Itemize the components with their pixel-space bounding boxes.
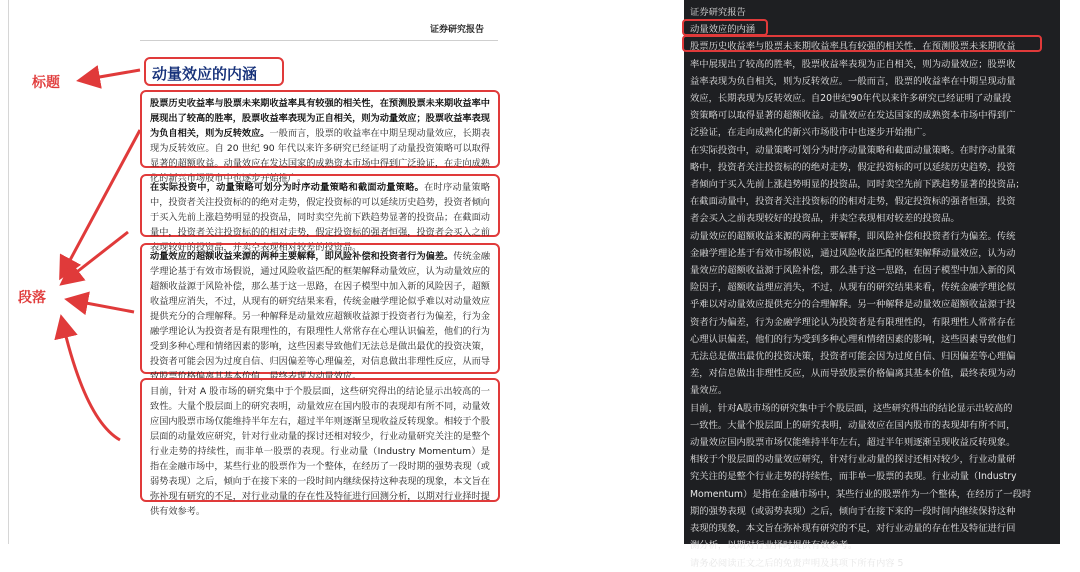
paragraph-box-3 [140,243,500,382]
arrow-to-paragraph-1 [62,130,140,275]
extracted-text-line: 乎难以对动量效应提供充分的合理解释。另一种解释是动量效应超额收益源于投 [690,299,1016,311]
extracted-text-line: 在实际投资中，动量策略可划分为时序动量策略和截面动量策略。在时序动量策 [690,144,1016,156]
paragraph-4-text: 目前，针对 A 股市场的研究集中于个股层面，这些研究得出的结论显示出较高的一致性。大量个股层面上的研究表明，动量效应在国内股市的表现却有所不同，动量效应国内股票市场仅能维持半年左右，超过半年则逐渐呈现收益反转现象。相较于个股层面的动量效应研究，针对行业动量的探讨还相对较少，行业动量研究关注的是整个行业走势的持续性，而非单一股票的表现。行业动量（Industry Momentum）是指在金融市场中，某些行业的股票作为一个整体，在经历了一段时期的强势表现（或弱势表现）之后，倾向于在接下来的一段时间内继续保持这种表现的现象，本文旨在弥补现有研究的不足，对行业动量的存在性及特征进行回测分析，以期对行业择时提供有效参考。 [150,386,490,517]
header-rule [140,40,498,41]
extracted-text-line: 究关注的是整个行业走势的持续性，而非单一股票的表现。行业动量（Industry [690,471,1017,483]
extracted-text-line: 险因子，超额收益理应消失，不过，从现有的研究结果来看，传统金融学理论似 [690,282,1016,294]
extracted-text-line: 金融学理论基于有效市场假说，通过风险收益匹配的框架解释动量效应，认为动 [690,247,1016,259]
extracted-text-panel [684,0,1060,569]
extracted-text-line: 动量效应国内股票市场仅能维持半年左右，超过半年则逐渐呈现收益反转现象。 [690,437,1016,449]
arrow-to-paragraph-3 [70,300,134,312]
title-annotation-label: 标题 [32,75,60,91]
extracted-text-line: 表现的现象，本文旨在弥补现有研究的不足，对行业动量的存在性及特征进行回 [690,523,1016,535]
extracted-text-line: 心理认识偏差，他们的行为受到多种心理和情绪因素的影响，这些因素导致他们 [690,333,1016,345]
title-highlight-box [144,57,284,86]
paragraph-annotation-label: 段落 [18,290,46,306]
extracted-text-line: 效应，长期表现为反转效应。自20世纪90年代以来许多研究已经证明了动量投 [690,93,1012,105]
extracted-text-line: 相较于个股层面的动量效应研究，针对行业动量的探讨还相对较少，行业动量研 [690,454,1016,466]
paragraph-box-4 [140,378,500,517]
extracted-text-line: 率中展现出了较高的胜率，股票收益率表现为正自相关，则为动量效应；股票收 [690,58,1016,70]
extracted-text-line: 资策略可以取得显著的超额收益。动量效应在发达国家的成熟资本市场中得到广 [690,110,1016,122]
paragraph-1-text: 一般而言，股票的收益率在中期呈现动量效应，长期表现为反转效应。自 20 世纪 90 年代以来许多研究已经证明了动量投资策略可以取得显著的超额收益。动量效应在发达国家的成熟资本市场中得到广泛验证，在走向成熟化的新兴市场股市中也逐步开始推广。 [150,128,491,184]
extracted-text-line: 者倾向于买入先前上涨趋势明显的投资品，同时卖空先前下跌趋势显著的投资品； [690,179,1025,191]
extracted-text-line: 略中，投资者关注投资标的的绝对走势，假定投资标的可以延续历史趋势，投资 [690,161,1016,173]
paragraph-box-1 [140,90,500,184]
extracted-text-line: 者会买入之前表现较好的投资品，并卖空表现相对较差的投资品。 [690,213,960,225]
paragraph-3-text: 传统金融学理论基于有效市场假说，通过风险收益匹配的框架解释动量效应，认为动量效应的超额收益源于风险补偿，那么基于这一思路，在因子模型中加入新的风险因子，超额收益理应消失，不过，从现有的研究结果来看，传统金融学理论似乎难以对动量效应提供充分的合理解释。另一种解释是动量效应超额收益源于投资者行为偏差，行为金融学理论认为投资者是有限理性的，有限理性人常常存在心理认识偏差，他们的行为受到多种心理和情绪因素的影响，这些因素导致他们无法总是做出最优的投资决策，投资者可能会因为过度自信、归因偏差等心理偏差，对信息做出非理性反应，从而导致股票价格偏离其基本价值，最终表现为动量效应。 [150,251,491,382]
extracted-text-line: 泛验证，在走向成熟化的新兴市场股市中也逐步开始推广。 [690,127,932,139]
arrow-to-paragraph-2 [64,232,128,282]
extracted-text-line: 请务必阅读正文之后的免责声明及其项下所有内容 5 [690,557,904,569]
extracted-text-line: 量效应。 [690,385,728,397]
extracted-text-line: 期的强势表现（或弱势表现）之后，倾向于在接下来的一段时间内继续保持这种 [690,505,1016,517]
annotated-report-page [0,0,540,544]
extracted-text-line: 一致性。大量个股层面上的研究表明，动量效应在国内股市的表现却有所不同， [690,419,1016,431]
extracted-text-line: 目前，针对A股市场的研究集中于个股层面，这些研究得出的结论显示出较高的 [690,402,1013,414]
extracted-text-line: 在截面动量中，投资者关注投资标的的相对走势，假定投资标的强者恒强，投资 [690,196,1016,208]
extracted-text-line: 动量效应的超额收益来源的两种主要解释，即风险补偿和投资者行为偏差。传统 [690,230,1016,242]
extracted-text-line: 动量效应的内涵 [690,24,756,36]
extracted-text-line: 股票历史收益率与股票未来期收益率具有较强的相关性，在预测股票未来期收益 [690,41,1016,53]
extracted-text-line: 测分析，以期对行业择时提供有效参考。 [690,540,858,552]
extracted-text-line: Momentum）是指在金融市场中，某些行业的股票作为一个整体，在经历了一段时 [690,488,1032,500]
extracted-text-line: 无法总是做出最优的投资决策，投资者可能会因为过度自信、归因偏差等心理偏 [690,351,1016,363]
extracted-text-line: 证券研究报告 [690,7,746,18]
arrow-to-paragraph-4 [62,320,120,440]
paragraph-2-text: 在时序动量策略中，投资者关注投资标的的绝对走势，假定投资标的可以延续历史趋势，投资者倾向于买入先前上涨趋势明显的投资品，同时卖空先前下跌趋势显著的投资品；在截面动量中，投资者关注投资标的的相对走势，假定投资标的强者恒强，投资者会买入之前表现较好的投资品，并卖空表现相对较差的投资品。 [150,182,491,253]
report-header: 证券研究报告 [430,25,485,35]
paragraph-box-2 [140,174,500,253]
extracted-text-line: 益率表现为负自相关，则为反转效应。一般而言，股票的收益率在中期呈现动量 [690,75,1016,87]
arrow-to-title [82,70,140,80]
extracted-text-line: 差，对信息做出非理性反应，从而导致股票价格偏离其基本价值，最终表现为动 [690,368,1016,380]
title-line-highlight [682,19,768,36]
paragraph-3-bold: 动量效应的超额收益来源的两种主要解释，即风险补偿和投资者行为偏差。 [150,251,454,262]
paragraph-1-bold: 股票历史收益率与股票未来期收益率具有较强的相关性，在预测股票未来期收益率中展现出了较高的胜率，股票收益率表现为正自相关，则为动量效应；股票收益率表现为负自相关，则为反转效应。 [150,98,490,139]
first-line-highlight [682,35,1042,52]
extracted-text-line: 资者行为偏差，行为金融学理论认为投资者是有限理性的，有限理性人常常存在 [690,316,1016,328]
extracted-text-line: 量效应的超额收益源于风险补偿，那么基于这一思路，在因子模型中加入新的风 [690,265,1016,277]
paragraph-2-bold: 在实际投资中，动量策略可划分为时序动量策略和截面动量策略。 [150,182,425,193]
section-title: 动量效应的内涵 [152,65,258,83]
page-edge-divider [8,0,9,544]
